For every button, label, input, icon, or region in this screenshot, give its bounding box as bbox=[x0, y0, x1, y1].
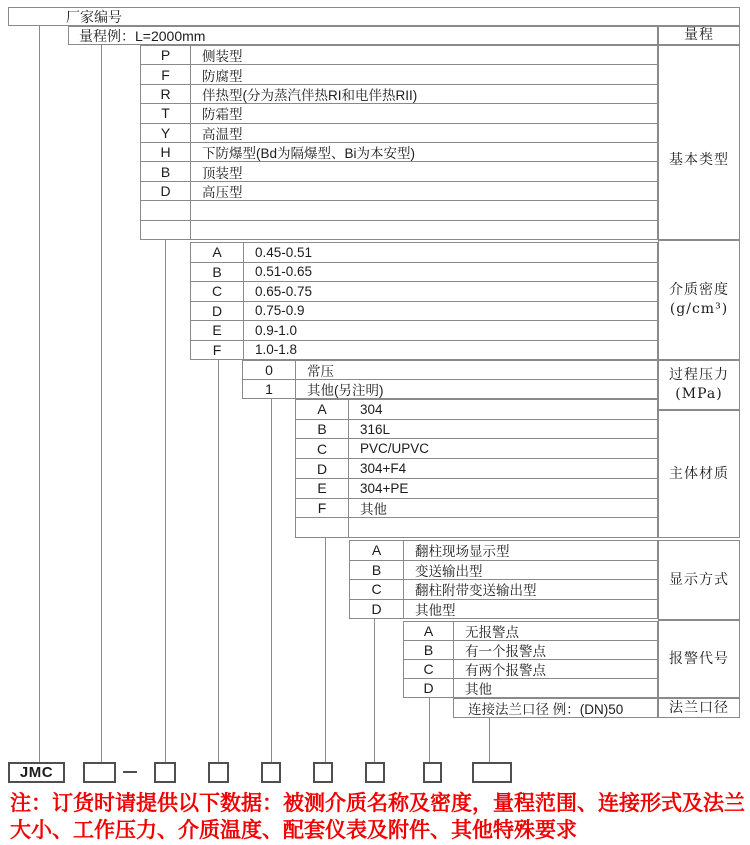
option-code bbox=[141, 201, 191, 219]
option-code: B bbox=[191, 263, 244, 282]
option-code: B bbox=[350, 561, 404, 580]
option-code bbox=[296, 518, 349, 537]
display-table bbox=[349, 540, 658, 619]
option-row bbox=[141, 85, 657, 104]
option-desc: 316L bbox=[360, 421, 391, 437]
option-code: Y bbox=[141, 124, 191, 142]
option-desc: 高温型 bbox=[202, 126, 243, 142]
option-code: 0 bbox=[243, 361, 296, 379]
manufacturer-code-label: 厂家编号 bbox=[66, 8, 122, 25]
option-desc: 其他 bbox=[360, 501, 387, 517]
connector-line-basic-type bbox=[165, 240, 166, 762]
option-row bbox=[141, 46, 657, 65]
code-box-alarm bbox=[423, 762, 442, 783]
code-box-density bbox=[208, 762, 229, 783]
connector-line-flange bbox=[489, 718, 490, 762]
manufacturer-code-row bbox=[8, 7, 740, 26]
category-label-flange: 法兰口径 bbox=[658, 698, 740, 718]
option-desc: 高压型 bbox=[202, 185, 243, 201]
option-desc: 304+F4 bbox=[360, 461, 407, 477]
option-desc: 0.51-0.65 bbox=[255, 264, 313, 280]
option-code: R bbox=[141, 85, 191, 103]
option-desc: 有一个报警点 bbox=[465, 644, 546, 659]
option-code: D bbox=[404, 679, 454, 697]
material-table bbox=[295, 399, 658, 538]
option-row bbox=[296, 400, 657, 420]
option-desc: 伴热型(分为蒸汽伴热RI和电伴热RII) bbox=[202, 88, 418, 104]
option-row bbox=[191, 321, 657, 341]
category-label-range: 量程 bbox=[658, 26, 740, 45]
option-row bbox=[404, 660, 657, 679]
option-row bbox=[296, 479, 657, 499]
basic-type-table bbox=[140, 45, 658, 240]
option-code: B bbox=[141, 162, 191, 180]
option-row bbox=[296, 459, 657, 479]
option-row bbox=[191, 282, 657, 302]
option-row bbox=[141, 143, 657, 162]
option-row bbox=[296, 518, 657, 537]
code-box-display bbox=[365, 762, 385, 783]
option-code: A bbox=[404, 622, 454, 640]
option-code: 1 bbox=[243, 380, 296, 398]
option-code: C bbox=[296, 439, 349, 458]
alarm-table bbox=[403, 621, 658, 698]
option-desc bbox=[191, 201, 657, 219]
option-desc bbox=[349, 518, 657, 537]
option-code: E bbox=[191, 321, 244, 340]
option-code: D bbox=[296, 459, 349, 478]
option-row bbox=[141, 162, 657, 181]
option-desc: 304+PE bbox=[360, 480, 409, 496]
range-example-label: 量程例：L=2000mm bbox=[79, 27, 206, 44]
option-desc: 无报警点 bbox=[465, 625, 519, 640]
category-label-pressure: 过程压力 (MPa) bbox=[658, 360, 740, 410]
option-row bbox=[350, 541, 657, 561]
option-code: T bbox=[141, 104, 191, 122]
density-table bbox=[190, 242, 658, 360]
option-code: A bbox=[296, 400, 349, 419]
option-row bbox=[141, 104, 657, 123]
option-row bbox=[141, 201, 657, 220]
option-code: D bbox=[350, 600, 404, 619]
option-row bbox=[141, 182, 657, 201]
category-label-material: 主体材质 bbox=[658, 410, 740, 538]
option-desc: 304 bbox=[360, 401, 383, 417]
connector-line-range bbox=[101, 45, 102, 762]
option-row bbox=[350, 580, 657, 600]
option-desc: 其他(另注明) bbox=[307, 383, 384, 398]
option-row bbox=[243, 380, 657, 398]
flange-desc: 连接法兰口径 例：(DN)50 bbox=[468, 702, 624, 717]
option-desc: 0.65-0.75 bbox=[255, 283, 313, 299]
connector-line-material bbox=[325, 538, 326, 762]
option-desc: 翻柱现场显示型 bbox=[415, 544, 510, 560]
flange-row bbox=[453, 698, 658, 718]
range-row bbox=[68, 26, 658, 45]
option-code: B bbox=[404, 641, 454, 659]
option-row bbox=[243, 361, 657, 380]
option-desc: 侧装型 bbox=[202, 49, 243, 65]
option-desc: 下防爆型(Bd为隔爆型、Bi为本安型) bbox=[202, 146, 416, 162]
pressure-table bbox=[242, 360, 658, 399]
option-row bbox=[191, 263, 657, 283]
option-row bbox=[350, 600, 657, 619]
option-row bbox=[191, 341, 657, 360]
option-code: D bbox=[141, 182, 191, 200]
code-box-range bbox=[83, 762, 116, 783]
option-desc: 翻柱附带变送输出型 bbox=[415, 583, 537, 599]
option-row bbox=[141, 221, 657, 239]
option-desc: 防腐型 bbox=[202, 68, 243, 84]
option-desc: 0.45-0.51 bbox=[255, 244, 313, 260]
option-row bbox=[141, 124, 657, 143]
option-row bbox=[404, 641, 657, 660]
option-desc bbox=[191, 221, 657, 239]
model-prefix-box bbox=[8, 762, 65, 783]
option-code: A bbox=[350, 541, 404, 560]
option-desc: 常压 bbox=[307, 364, 334, 379]
category-label-alarm: 报警代号 bbox=[658, 620, 740, 698]
option-desc: 其他型 bbox=[415, 602, 456, 618]
option-desc: PVC/UPVC bbox=[360, 441, 430, 457]
option-row bbox=[350, 561, 657, 581]
option-code bbox=[141, 221, 191, 239]
connector-line-manufacturer bbox=[39, 26, 40, 762]
option-desc: 0.9-1.0 bbox=[255, 322, 298, 338]
option-code: C bbox=[404, 660, 454, 678]
option-code: A bbox=[191, 243, 244, 262]
code-box-flange bbox=[472, 762, 512, 783]
connector-line-display bbox=[374, 619, 375, 762]
option-row bbox=[296, 420, 657, 440]
option-row bbox=[191, 243, 657, 263]
option-code: H bbox=[141, 143, 191, 161]
option-row bbox=[191, 302, 657, 322]
option-code: C bbox=[191, 282, 244, 301]
connector-line-alarm bbox=[429, 698, 430, 762]
option-desc: 1.0-1.8 bbox=[255, 342, 298, 358]
option-code: P bbox=[141, 46, 191, 64]
option-code: C bbox=[350, 580, 404, 599]
code-box-pressure bbox=[261, 762, 281, 783]
option-code: B bbox=[296, 420, 349, 439]
option-desc: 防霜型 bbox=[202, 107, 243, 123]
option-row bbox=[404, 622, 657, 641]
category-label-basic-type: 基本类型 bbox=[658, 45, 740, 240]
model-prefix: JMC bbox=[19, 764, 54, 781]
option-desc: 其他 bbox=[465, 682, 492, 697]
option-row bbox=[141, 65, 657, 84]
category-label-display: 显示方式 bbox=[658, 540, 740, 620]
option-desc: 0.75-0.9 bbox=[255, 303, 305, 319]
option-row bbox=[404, 679, 657, 697]
category-label-density: 介质密度 (g/cm³) bbox=[658, 240, 740, 360]
code-box-material bbox=[313, 762, 333, 783]
dash-separator bbox=[123, 771, 137, 773]
code-box-basic-type bbox=[154, 762, 176, 783]
order-note: 注：订货时请提供以下数据：被测介质名称及密度，量程范围、连接形式及法兰大小、工作压力、介质温度、配套仪表及附件、其他特殊要求 bbox=[10, 792, 745, 842]
option-code: F bbox=[296, 499, 349, 518]
option-code: F bbox=[191, 341, 244, 360]
option-code: E bbox=[296, 479, 349, 498]
option-code: F bbox=[141, 65, 191, 83]
option-desc: 有两个报警点 bbox=[465, 663, 546, 678]
option-desc: 顶装型 bbox=[202, 165, 243, 181]
option-code: D bbox=[191, 302, 244, 321]
connector-line-pressure bbox=[271, 399, 272, 762]
connector-line-density bbox=[218, 360, 219, 762]
option-desc: 变送输出型 bbox=[415, 563, 483, 579]
option-row bbox=[296, 499, 657, 519]
option-row bbox=[296, 439, 657, 459]
